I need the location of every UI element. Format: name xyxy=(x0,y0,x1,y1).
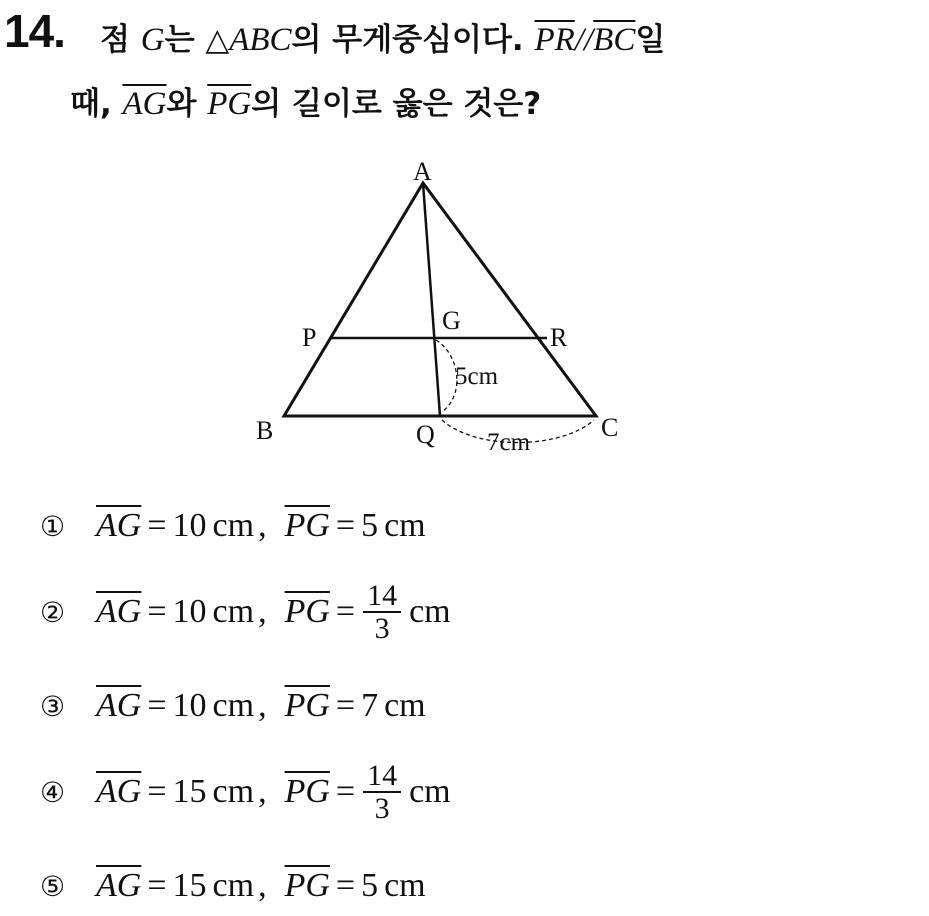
fraction-pg xyxy=(363,760,401,825)
fraction-pg xyxy=(363,580,401,645)
equals-sign: = xyxy=(335,867,356,904)
question-line-1 xyxy=(100,14,665,59)
value-ag: 10 xyxy=(172,593,207,630)
equals-sign: = xyxy=(147,773,167,810)
triangle-symbol-icon: △ xyxy=(205,22,230,58)
equals-sign: = xyxy=(147,507,167,544)
text-segment: 점 xyxy=(100,22,141,58)
value-ag: 10 xyxy=(172,507,207,544)
text-segment: 는 xyxy=(164,22,206,58)
comma: , xyxy=(258,773,267,810)
value-pg: 7 xyxy=(361,687,379,724)
choice-marker: ① xyxy=(40,509,66,543)
label-b: B xyxy=(256,416,274,445)
unit: cm xyxy=(212,593,255,630)
question-number-dot: . xyxy=(53,5,65,57)
equals-sign: = xyxy=(335,687,356,724)
choice-marker: ② xyxy=(40,595,66,629)
text-segment: 일 xyxy=(635,22,666,58)
question-number xyxy=(4,4,65,58)
triangle-abc xyxy=(284,183,596,416)
unit: cm xyxy=(212,507,255,544)
label-r: R xyxy=(550,323,568,352)
fraction-denominator: 3 xyxy=(374,792,390,825)
equals-sign: = xyxy=(147,867,167,904)
unit: cm xyxy=(384,867,426,904)
fraction-numerator: 14 xyxy=(363,580,401,614)
comma: , xyxy=(258,507,267,544)
unit: cm xyxy=(212,867,255,904)
fraction-numerator: 14 xyxy=(363,760,401,794)
equals-sign: = xyxy=(335,773,356,810)
unit: cm xyxy=(409,593,451,630)
segment-ag: $\overline{AG}$ xyxy=(96,507,142,544)
segment-pg: $\overline{PG}$ xyxy=(284,687,330,724)
choice-2[interactable] xyxy=(40,578,451,645)
text-segment: 의 길이로 옳은 것은? xyxy=(251,86,542,122)
value-ag: 10 xyxy=(172,687,207,724)
text-segment: 때, xyxy=(70,86,123,122)
text-segment: 의 무게중심이다. xyxy=(291,22,535,58)
label-g: G xyxy=(442,306,461,335)
equals-sign: = xyxy=(147,687,167,724)
length-qc: 7cm xyxy=(487,429,531,456)
equals-sign: = xyxy=(147,593,167,630)
label-p: P xyxy=(302,323,317,352)
segment-ag: $\overline{AG}$ xyxy=(96,593,142,630)
label-c: C xyxy=(601,413,619,442)
math-segment-pg: $\overline{PG}$ xyxy=(207,86,252,122)
segment-pg: $\overline{PG}$ xyxy=(284,507,330,544)
equals-sign: = xyxy=(335,507,356,544)
equals-sign: = xyxy=(335,593,356,630)
length-gq: 5cm xyxy=(455,363,499,390)
comma: , xyxy=(258,867,267,904)
math-triangle-abc: ABC xyxy=(229,22,292,58)
choice-4[interactable] xyxy=(40,758,451,825)
choice-1[interactable] xyxy=(40,496,426,556)
value-ag: 15 xyxy=(172,773,207,810)
choice-5[interactable] xyxy=(40,856,426,916)
fraction-denominator: 3 xyxy=(374,612,390,645)
label-a: A xyxy=(413,157,432,186)
unit: cm xyxy=(212,687,255,724)
label-q: Q xyxy=(416,420,435,449)
choice-3[interactable] xyxy=(40,676,426,736)
segment-pg: $\overline{PG}$ xyxy=(284,593,330,630)
math-segment-pr: $\overline{PR}$ xyxy=(534,22,575,58)
median-aq xyxy=(423,183,440,416)
math-segment-ag: $\overline{AG}$ xyxy=(122,86,167,122)
choice-marker: ③ xyxy=(40,689,66,723)
triangle-figure xyxy=(250,150,650,470)
math-point-g: G xyxy=(140,22,165,58)
segment-pg: $\overline{PG}$ xyxy=(284,773,330,810)
unit: cm xyxy=(384,687,426,724)
choice-marker: ④ xyxy=(40,775,66,809)
segment-ag: $\overline{AG}$ xyxy=(96,773,142,810)
segment-ag: $\overline{AG}$ xyxy=(96,687,142,724)
comma: , xyxy=(258,687,267,724)
question-number-text: 14 xyxy=(4,5,54,57)
unit: cm xyxy=(384,507,426,544)
value-pg: 5 xyxy=(361,507,379,544)
question-line-2 xyxy=(70,78,541,123)
unit: cm xyxy=(212,773,255,810)
comma: , xyxy=(258,593,267,630)
unit: cm xyxy=(409,773,451,810)
math-parallel-symbol: // xyxy=(574,22,594,58)
segment-ag: $\overline{AG}$ xyxy=(96,867,142,904)
value-ag: 15 xyxy=(172,867,207,904)
segment-pg: $\overline{PG}$ xyxy=(284,867,330,904)
choice-marker: ⑤ xyxy=(40,869,66,903)
value-pg: 5 xyxy=(361,867,379,904)
math-segment-bc: $\overline{BC}$ xyxy=(593,22,636,58)
text-segment: 와 xyxy=(166,86,208,122)
